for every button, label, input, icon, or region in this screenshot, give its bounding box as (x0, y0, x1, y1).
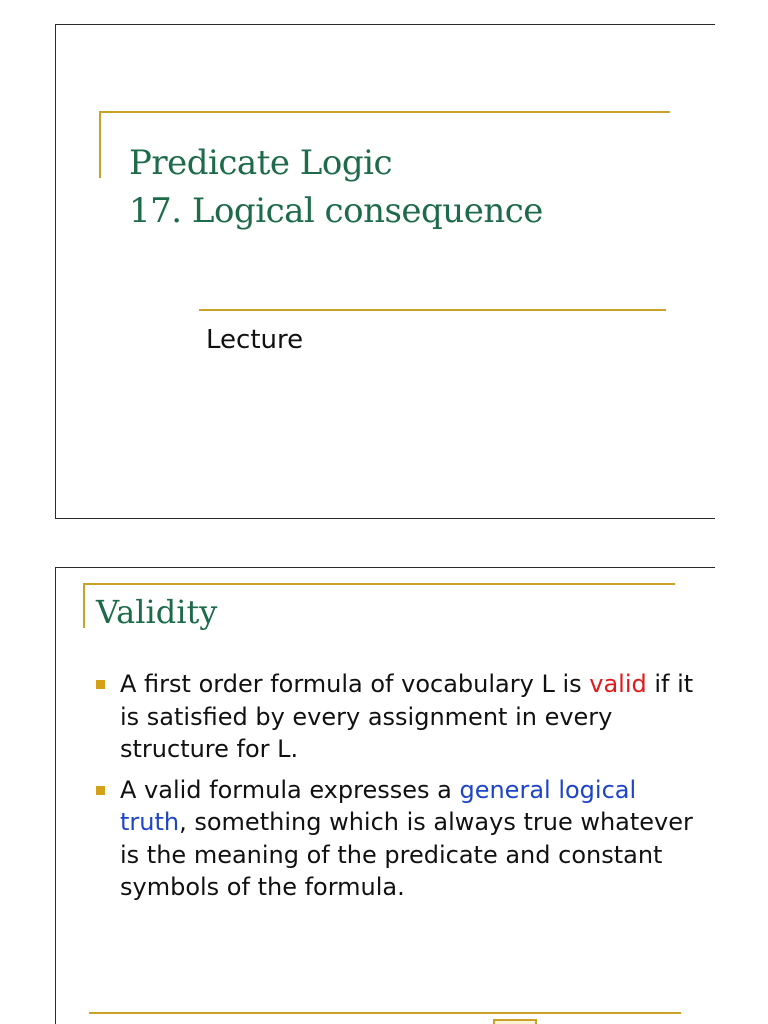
square-bullet-icon (96, 680, 105, 689)
bullet-text: if it is satisfied by every assignment in every structure for L. (120, 670, 694, 763)
slide-number-box (493, 1019, 537, 1024)
title-slide (55, 24, 715, 519)
bullet-item (96, 668, 696, 766)
footer-rule (89, 1012, 681, 1014)
square-bullet-icon (96, 786, 105, 795)
content-slide (55, 567, 715, 1024)
bullet-text: A first order formula of vocabulary L is (120, 670, 590, 698)
heading-top-rule (83, 583, 675, 585)
term-general-logical-truth: general logical truth (120, 775, 637, 836)
slide-heading: Validity (96, 593, 218, 631)
subtitle-rule (199, 309, 666, 311)
heading-left-rule (83, 583, 85, 628)
bullet-text: A valid formula expresses a (120, 775, 460, 804)
title-top-rule (99, 111, 670, 113)
slide-subtitle: Lecture (206, 325, 304, 355)
bullet-list (96, 668, 696, 912)
slide-title-line-1: Predicate Logic (129, 143, 393, 183)
bullet-item (96, 774, 696, 904)
term-valid: valid (589, 670, 647, 698)
title-left-rule (99, 111, 101, 178)
slide-title-line-2: 17. Logical consequence (129, 191, 543, 231)
bullet-text: , something which is always true whatever is the meaning of the predicate and constant symbols of the formula. (120, 808, 693, 901)
